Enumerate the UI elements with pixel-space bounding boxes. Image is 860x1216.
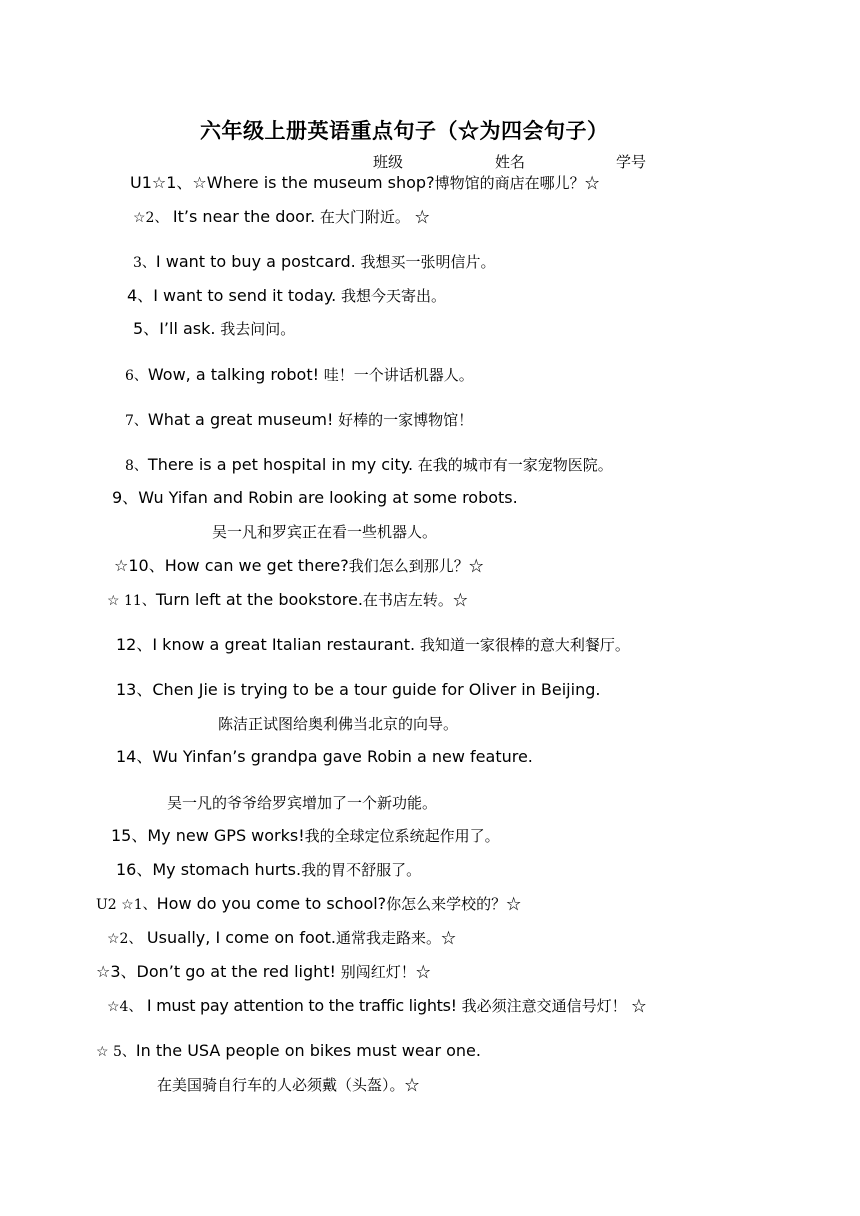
sentence-chinese: 我们怎么到那儿？☆ xyxy=(348,557,484,575)
sentence-chinese: 我想买一张明信片。 xyxy=(355,253,496,271)
sentence-chinese: 我去问问。 xyxy=(215,320,296,338)
sentence-chinese: 在书店左转。☆ xyxy=(362,591,468,609)
sentence-english: In the USA people on bikes must wear one. xyxy=(135,1041,481,1060)
sentence-prefix: 15、 xyxy=(111,826,148,845)
sentence-prefix: 4、 xyxy=(127,286,154,305)
name-label: 姓名 xyxy=(495,153,526,171)
sentence-line xyxy=(133,207,430,228)
sentence-english: My new GPS works! xyxy=(147,826,305,845)
sentence-prefix: 5、 xyxy=(133,319,160,338)
sentence-prefix: 14、 xyxy=(116,747,153,766)
sentence-english: How do you come to school? xyxy=(156,894,387,913)
sentence-line xyxy=(112,488,518,508)
sentence-chinese: 你怎么来学校的？☆ xyxy=(386,895,522,913)
sentence-prefix: 16、 xyxy=(116,860,153,879)
sentence-chinese: 吴一凡的爷爷给罗宾增加了一个新功能。 xyxy=(167,794,438,812)
sentence-chinese: 我的胃不舒服了。 xyxy=(301,861,422,879)
sentence-line xyxy=(116,860,421,880)
sentence-prefix: ☆10、 xyxy=(114,556,165,575)
sentence-line xyxy=(127,286,446,306)
sentence-translation-line xyxy=(157,1075,420,1095)
sentence-prefix: ☆2、 xyxy=(133,210,173,226)
sentence-line xyxy=(133,252,495,273)
sentence-english: Wow, a talking robot! xyxy=(147,365,320,384)
sentence-prefix: 6、 xyxy=(125,368,148,384)
sentence-translation-line xyxy=(218,714,458,734)
sentence-line xyxy=(133,319,295,339)
sentence-english: Don’t go at the red light! xyxy=(136,962,336,981)
sentence-chinese: 我知道一家很棒的意大利餐厅。 xyxy=(415,636,630,654)
sentence-english: I want to send it today. xyxy=(153,286,337,305)
sentence-english: Wu Yifan and Robin are looking at some robots. xyxy=(138,488,518,507)
sentence-line xyxy=(96,1041,481,1062)
sentence-prefix: ☆3、 xyxy=(96,962,137,981)
sentence-line xyxy=(107,590,468,611)
sentence-chinese: 我想今天寄出。 xyxy=(336,287,446,305)
class-label: 班级 xyxy=(373,153,404,171)
sentence-english: Where is the museum shop? xyxy=(206,173,435,192)
sentence-prefix: U1☆1、☆ xyxy=(130,173,207,192)
student-id-label: 学号 xyxy=(616,153,647,171)
page-title: 六年级上册英语重点句子（☆为四会句子） xyxy=(200,118,609,143)
sentence-line xyxy=(111,826,500,846)
sentence-line xyxy=(96,894,521,915)
sentence-prefix: 9、 xyxy=(112,488,139,507)
sentence-chinese: 吴一凡和罗宾正在看一些机器人。 xyxy=(212,523,438,541)
sentence-chinese: 别闯红灯！☆ xyxy=(335,963,431,981)
sentence-translation-line xyxy=(167,793,437,813)
sentence-english: Usually, I come on foot. xyxy=(146,928,336,947)
sentence-english: I want to buy a postcard. xyxy=(155,252,356,271)
sentence-line xyxy=(125,365,474,386)
sentence-line xyxy=(130,173,600,193)
sentence-line xyxy=(107,996,646,1017)
sentence-chinese: 好棒的一家博物馆！ xyxy=(333,411,474,429)
sentence-line xyxy=(114,556,484,576)
sentence-prefix: ☆2、 xyxy=(107,931,147,947)
sentence-english: Wu Yinfan’s grandpa gave Robin a new feature. xyxy=(152,747,533,766)
sentence-english: I’ll ask. xyxy=(159,319,216,338)
sentence-english: It’s near the door. xyxy=(172,207,316,226)
sentence-english: I know a great Italian restaurant. xyxy=(152,635,416,654)
sentence-english: What a great museum! xyxy=(147,410,334,429)
sentence-prefix: ☆4、 xyxy=(107,999,147,1015)
sentence-chinese: 博物馆的商店在哪儿？☆ xyxy=(434,174,600,192)
sentence-prefix: 7、 xyxy=(125,413,148,429)
sentence-chinese: 陈洁正试图给奥利佛当北京的向导。 xyxy=(218,715,459,733)
sentence-prefix: ☆ 5、 xyxy=(96,1044,136,1060)
sentence-chinese: 哇！一个讲话机器人。 xyxy=(319,366,474,384)
sentence-chinese: 我的全球定位系统起作用了。 xyxy=(304,827,500,845)
sentence-chinese: 我必须注意交通信号灯！ ☆ xyxy=(456,997,647,1015)
sentence-chinese: 在我的城市有一家宠物医院。 xyxy=(413,456,613,474)
sentence-prefix: 8、 xyxy=(125,458,148,474)
sentence-chinese: 在大门附近。 ☆ xyxy=(315,208,430,226)
sentence-english: I must pay attention to the traffic lights! xyxy=(146,996,457,1015)
sentence-line xyxy=(125,410,473,431)
sentence-english: Turn left at the bookstore. xyxy=(155,590,363,609)
sentence-line xyxy=(116,747,533,767)
sentence-prefix: 3、 xyxy=(133,255,156,271)
sentence-chinese: 在美国骑自行车的人必须戴（头盔）。☆ xyxy=(157,1076,420,1094)
sentence-prefix: U2 ☆1、 xyxy=(96,897,157,913)
sentence-line xyxy=(116,680,600,700)
sentence-line xyxy=(116,635,630,655)
sentence-chinese: 通常我走路来。☆ xyxy=(335,929,456,947)
sentence-english: How can we get there? xyxy=(164,556,349,575)
sentence-line xyxy=(96,962,431,982)
sentence-english: There is a pet hospital in my city. xyxy=(147,455,414,474)
sentence-english: Chen Jie is trying to be a tour guide for Oliver in Beijing. xyxy=(152,680,601,699)
sentence-english: My stomach hurts. xyxy=(152,860,302,879)
sentence-line xyxy=(125,455,613,476)
sentence-prefix: ☆ 11、 xyxy=(107,593,156,609)
sentence-line xyxy=(107,928,456,949)
sentence-prefix: 13、 xyxy=(116,680,153,699)
sentence-translation-line xyxy=(212,522,437,542)
sentence-prefix: 12、 xyxy=(116,635,153,654)
